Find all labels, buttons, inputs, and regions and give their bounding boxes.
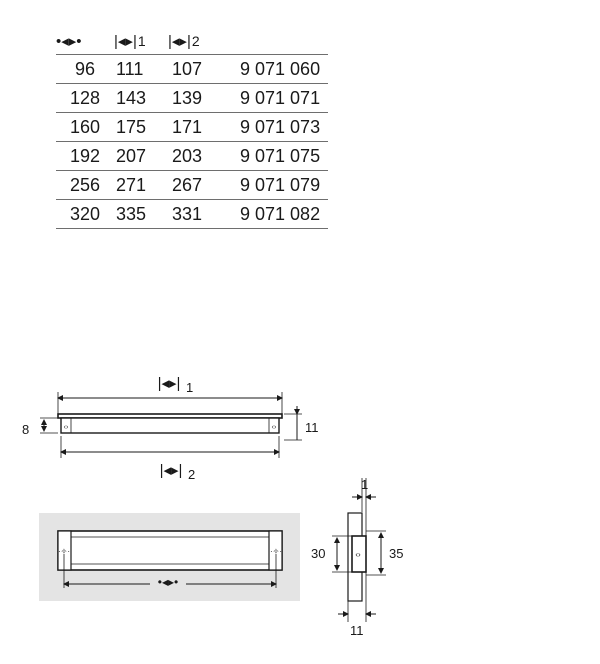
- hole-spacing-cell: 128: [56, 84, 114, 113]
- screw-mark: ‹›: [271, 424, 277, 431]
- length-symbol: |◂▸|: [114, 32, 137, 50]
- length2-cell: 267: [168, 171, 230, 200]
- top-view: [22, 375, 319, 482]
- screw-mark: ·✧·: [269, 547, 283, 556]
- right-height-label: 11: [305, 420, 319, 435]
- article-number-cell: 9 071 079: [230, 171, 328, 200]
- bottom-depth-label: 11: [350, 623, 364, 638]
- hole-spacing-symbol: •◂▸•: [157, 575, 179, 589]
- length1-symbol: |◂▸|: [157, 375, 181, 392]
- length1-cell: 143: [114, 84, 168, 113]
- length2-cell: 139: [168, 84, 230, 113]
- hole-spacing-cell: 96: [56, 55, 114, 84]
- length2-cell: 171: [168, 113, 230, 142]
- screw-mark: ‹›: [63, 424, 69, 431]
- length1-cell: 271: [114, 171, 168, 200]
- inner-height-label: 30: [311, 546, 326, 561]
- length2-cell: 107: [168, 55, 230, 84]
- hole-spacing-cell: 256: [56, 171, 114, 200]
- handle-body-side: [61, 418, 279, 433]
- hole-spacing-cell: 320: [56, 200, 114, 229]
- top-thickness-label: 1: [361, 477, 369, 492]
- hole-spacing-symbol: •◂▸•: [56, 32, 82, 50]
- length1-cell: 335: [114, 200, 168, 229]
- article-number-cell: 9 071 060: [230, 55, 328, 84]
- screw-mark: ‹›: [355, 550, 361, 559]
- length-symbol: |◂▸|: [168, 32, 191, 50]
- length1-cell: 207: [114, 142, 168, 171]
- screw-mark: ·✧·: [57, 547, 71, 556]
- outer-height-label: 35: [389, 546, 404, 561]
- front-view: [39, 513, 300, 601]
- length1-cell: 111: [114, 55, 168, 84]
- article-number-cell: 9 071 071: [230, 84, 328, 113]
- length-subscript: 1: [137, 32, 146, 49]
- hole-spacing-cell: 192: [56, 142, 114, 171]
- article-number-cell: 9 071 075: [230, 142, 328, 171]
- article-number-cell: 9 071 082: [230, 200, 328, 229]
- side-view: [311, 477, 403, 638]
- length1-cell: 175: [114, 113, 168, 142]
- length2-cell: 331: [168, 200, 230, 229]
- length1-subscript: 1: [186, 380, 194, 395]
- length2-subscript: 2: [188, 467, 196, 482]
- article-number-cell: 9 071 073: [230, 113, 328, 142]
- length2-cell: 203: [168, 142, 230, 171]
- hole-spacing-cell: 160: [56, 113, 114, 142]
- length2-symbol: |◂▸|: [159, 462, 183, 479]
- left-height-label: 8: [22, 422, 30, 437]
- length-subscript: 2: [191, 32, 200, 49]
